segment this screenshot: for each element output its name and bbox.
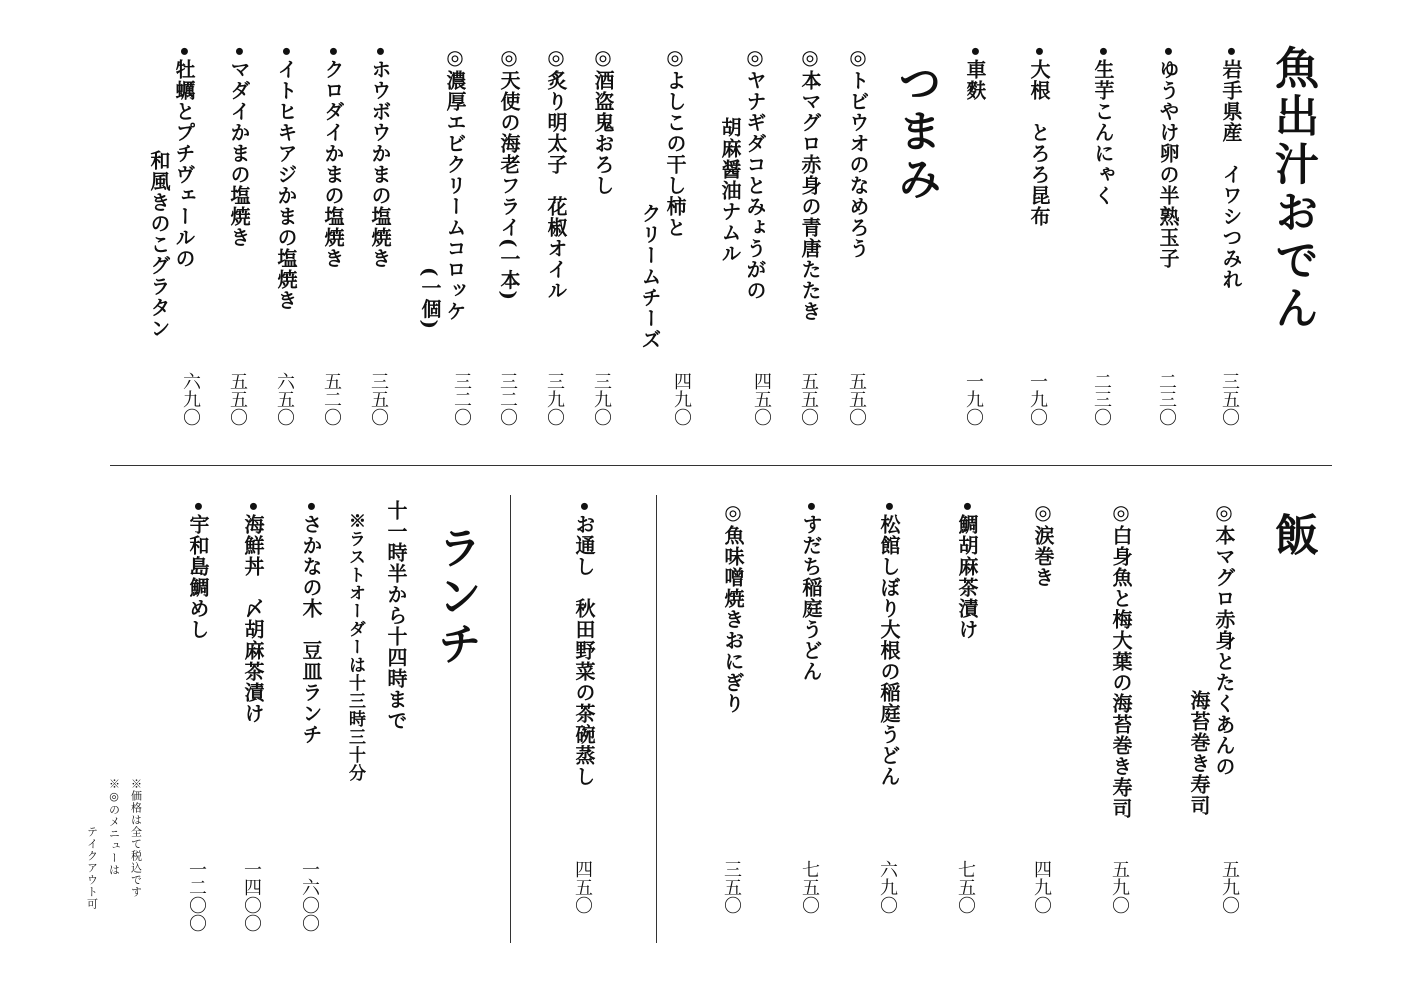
lunch-hours: 十一時半から十四時まで [384, 500, 408, 731]
menu-item: ◎トビウオのなめろう [846, 45, 870, 259]
menu-item-line2: 海苔巻き寿司 [1187, 690, 1211, 816]
menu-price: 二三〇 [1091, 372, 1112, 426]
menu-item: ◎魚味噌焼きおにぎり [721, 500, 745, 714]
menu-item: •生芋こんにゃく [1091, 45, 1115, 206]
menu-price: 一六〇〇 [299, 860, 320, 932]
menu-item [417, 45, 467, 330]
menu-item: •大根 とろろ昆布 [1027, 45, 1051, 227]
menu-item-line1: ◎濃厚エビクリームコロッケ [443, 45, 467, 322]
menu-item: •ホウボウかまの塩焼き [368, 45, 392, 269]
menu-item [637, 45, 687, 350]
meshi-heading: 飯 [1267, 512, 1318, 560]
tax-note: ※価格は全て税込です [129, 778, 143, 898]
menu-price: 四九〇 [671, 372, 692, 426]
menu-price: 三九〇 [591, 372, 612, 426]
menu-price: 六九〇 [877, 860, 898, 914]
tsumami-heading: つまみ [890, 60, 941, 204]
otoshi-item: •お通し 秋田野菜の茶碗蒸し [572, 500, 596, 787]
section-divider [110, 465, 1332, 466]
menu-item: •イトヒキアジかまの塩焼き [274, 45, 298, 311]
menu-item-line1: ◎よしこの干し柿と [663, 45, 687, 238]
column-divider [656, 495, 657, 943]
menu-price: 一四〇〇 [241, 860, 262, 932]
menu-price: 五二〇 [321, 372, 342, 426]
menu-item: ◎涙巻き [1031, 500, 1055, 588]
menu-price: 四五〇 [751, 372, 772, 426]
takeout-note-2: テイクアウト可 [85, 826, 99, 910]
menu-price: 三五〇 [1219, 372, 1240, 426]
menu-price: 五九〇 [1109, 860, 1130, 914]
menu-price: 一九〇 [963, 372, 984, 426]
menu-price: 三五〇 [368, 372, 389, 426]
menu-item: •さかなの木 豆皿ランチ [299, 500, 323, 745]
menu-price: 三九〇 [544, 372, 565, 426]
menu-item-line2: 和風きのこグラタン [147, 150, 171, 339]
menu-price: 五五〇 [798, 372, 819, 426]
menu-price: 六九〇 [180, 372, 201, 426]
menu-item: •海鮮丼 〆胡麻茶漬け [241, 500, 265, 724]
menu-item-line2: (一個) [418, 267, 442, 330]
menu-item: ◎白身魚と梅大葉の海苔巻き寿司 [1109, 500, 1133, 819]
menu-price: 一二〇〇 [186, 860, 207, 932]
lunch-heading: ランチ [430, 525, 481, 669]
menu-item-line2: 胡麻醤油ナムル [718, 117, 742, 264]
menu-item: •ゆうやけ卵の半熟玉子 [1156, 45, 1180, 269]
menu-price: 三二〇 [451, 372, 472, 426]
menu-item: •宇和島鯛めし [186, 500, 210, 640]
menu-item-line1: ◎ヤナギダコとみょうがの [743, 45, 767, 301]
menu-price: 五五〇 [846, 372, 867, 426]
menu-item: •クロダイかまの塩焼き [321, 45, 345, 269]
menu-item: ◎酒盗鬼おろし [591, 45, 615, 196]
menu-price: 七五〇 [799, 860, 820, 914]
menu-price: 四九〇 [1031, 860, 1052, 914]
menu-item [1186, 500, 1236, 816]
menu-item: •岩手県産 イワシつみれ [1219, 45, 1243, 290]
menu-price: 六五〇 [274, 372, 295, 426]
menu-price: 三五〇 [721, 860, 742, 914]
menu-item-line1: •牡蠣とプチヴェールの [172, 45, 196, 269]
menu-item: ◎炙り明太子 花椒オイル [544, 45, 568, 301]
menu-item-line2: クリームチーズ [638, 203, 662, 350]
menu-price: 一九〇 [1027, 372, 1048, 426]
otoshi-price: 四五〇 [572, 860, 593, 914]
lunch-last-order: ※ラストオーダーは十三時三十分 [345, 512, 365, 782]
menu-price: 三二〇 [497, 372, 518, 426]
menu-item: ◎本マグロ赤身の青唐たたき [798, 45, 822, 322]
menu-price: 七五〇 [955, 860, 976, 914]
menu-item [146, 45, 196, 339]
menu-item: •マダイかまの塩焼き [227, 45, 251, 248]
oden-heading: 魚出汁おでん [1267, 45, 1318, 333]
menu-item: •松館しぼり大根の稲庭うどん [877, 500, 901, 787]
menu-item: •すだち稲庭うどん [799, 500, 823, 682]
menu-item-line1: ◎本マグロ赤身とたくあんの [1212, 500, 1236, 777]
column-divider [510, 495, 511, 943]
menu-price: 五五〇 [227, 372, 248, 426]
menu-price: 二三〇 [1156, 372, 1177, 426]
menu-price: 五九〇 [1219, 860, 1240, 914]
menu-item: •鯛胡麻茶漬け [955, 500, 979, 640]
takeout-note: ※◎のメニューは [107, 778, 121, 876]
menu-item [717, 45, 767, 301]
menu-item: •車麩 [963, 45, 987, 101]
menu-item: ◎天使の海老フライ(一本) [497, 45, 521, 301]
